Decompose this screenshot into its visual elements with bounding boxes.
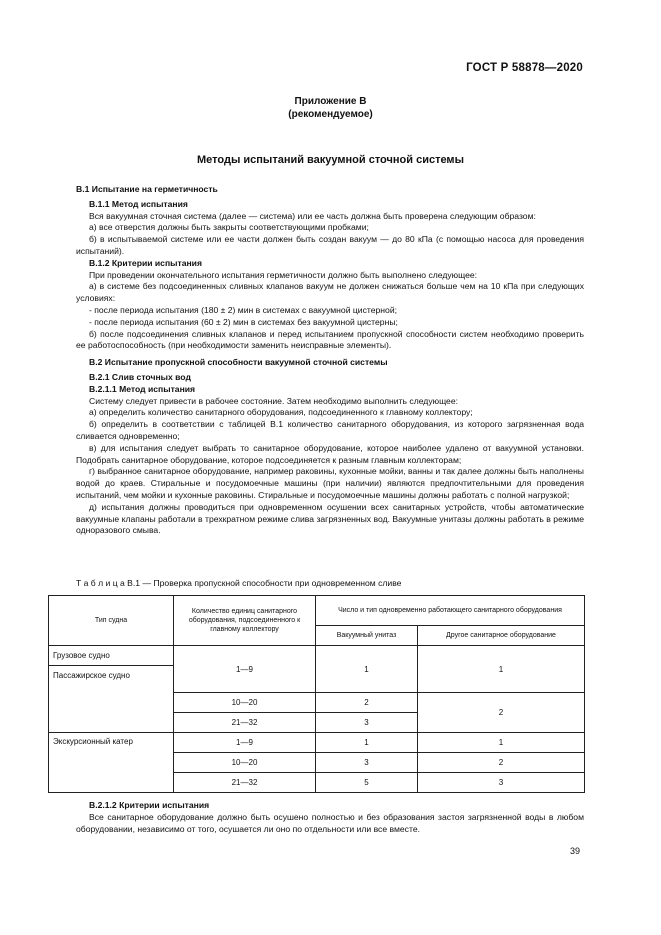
- table-caption-prefix: Т а б л и ц а В.1: [76, 578, 141, 588]
- header-ship-type: Тип судна: [49, 596, 174, 646]
- table-caption: [76, 578, 401, 588]
- list-item: г) выбранное санитарное оборудование, например раковины, кухонные мойки, ванны и так далее должны быть наполнены водой до краев. Стиральные и посудомоечные машины (при наличии) являются предпочтительными для проведения испытаний, чем мойки и кухонные раковины. Стиральные и посудомоечные машины должны работать с полной нагрузкой;: [76, 466, 584, 500]
- header-vacuum-toilet: Вакуумный унитаз: [316, 626, 418, 646]
- subsection-heading: В.1.2 Критерии испытания: [89, 257, 202, 268]
- table-cell: 10—20: [174, 753, 316, 773]
- appendix-heading: [0, 95, 661, 121]
- table-cell: 3: [316, 713, 418, 733]
- section-heading: В.2 Испытание пропускной способности вакуумной сточной системы: [89, 357, 388, 368]
- table-cell: 1: [316, 646, 418, 693]
- table-cell: 1: [418, 733, 585, 753]
- table-cell: 1—9: [174, 733, 316, 753]
- paragraph: Все санитарное оборудование должно быть осушено полностью и без образования застоя загрязненной воды в любом оборудовании, независимо от того, осушается ли оно по отдельности или все вместе.: [76, 811, 584, 834]
- paragraph: Вся вакуумная сточная система (далее — система) или ее часть должна быть проверена следующим образом:: [89, 210, 536, 221]
- body-text: [76, 184, 584, 537]
- ship-type: Грузовое судно: [49, 646, 173, 666]
- subsection-heading: В.2.1 Слив сточных вод: [89, 371, 191, 382]
- table-cell: 2: [316, 693, 418, 713]
- ship-type: Экскурсионный катер: [49, 733, 174, 793]
- list-item: а) в системе без подсоединенных сливных клапанов вакуум не должен снижаться больше чем на 10 кПа при следующих условиях:: [76, 281, 584, 304]
- subsection-heading: В.2.1.2 Критерии испытания: [89, 800, 210, 810]
- table-cell: 5: [316, 773, 418, 793]
- list-item: б) после подсоединения сливных клапанов и перед испытанием пропускной способности систем необходимо проверить ее работоспособность (при необходимости заменить неисправные элементы).: [76, 328, 584, 351]
- table-cell: 1: [418, 646, 585, 693]
- table-cell: 3: [316, 753, 418, 773]
- paragraph: Систему следует привести в рабочее состояние. Затем необходимо выполнить следующее:: [89, 395, 458, 406]
- table-cell: 10—20: [174, 693, 316, 713]
- table-caption-text: — Проверка пропускной способности при одновременном сливе: [140, 578, 402, 588]
- ship-type: Пассажирское судно: [53, 671, 130, 680]
- page-title: Методы испытаний вакуумной сточной системы: [197, 154, 464, 166]
- appendix-status: (рекомендуемое): [288, 109, 373, 120]
- list-item: б) в испытываемой системе или ее части должен быть создан вакуум — до 80 кПа (с помощью насоса для проведения испытаний).: [76, 234, 584, 256]
- list-item: а) определить количество санитарного оборудования, подсоединенного к главному коллектору;: [89, 407, 473, 418]
- ship-type-cell: [49, 646, 174, 733]
- table-cell: 1: [316, 733, 418, 753]
- table-cell: 2: [418, 753, 585, 773]
- table-cell: 21—32: [174, 773, 316, 793]
- list-item: д) испытания должны проводиться при одновременном осушении всех санитарных устройств, чтобы автоматические вакуумные клапаны работали в трехкратном режиме слива загрязненных вод. Вакуумные унитазы должны работать в режиме одноразового смыва.: [76, 501, 584, 536]
- subsection-heading: В.2.1.1 Метод испытания: [89, 383, 196, 394]
- subsection-heading: В.1.1 Метод испытания: [89, 198, 188, 209]
- capacity-table: [48, 595, 585, 793]
- standard-number: ГОСТ Р 58878—2020: [466, 62, 583, 74]
- header-unit-count: Количество единиц санитарного оборудования, подсоединенного к главному коллектору: [174, 596, 316, 646]
- paragraph: При проведении окончательного испытания герметичности должно быть выполнено следующее:: [89, 269, 478, 280]
- list-item: - после периода испытания (60 ± 2) мин в системах без вакуумной цистерны;: [89, 316, 398, 327]
- table-cell: 2: [418, 693, 585, 733]
- list-item: б) определить в соответствии с таблицей В.1 количество санитарного оборудования, из которого загрязненная вода сливается одновременно;: [76, 419, 584, 441]
- header-other-equipment: Другое санитарное оборудование: [418, 626, 585, 646]
- table-cell: 21—32: [174, 713, 316, 733]
- appendix-label: Приложение В: [294, 96, 367, 107]
- list-item: в) для испытания следует выбрать то санитарное оборудование, которое наиболее удалено от вакуумной установки. Подобрать санитарное оборудование, которое подсоединяется к разным главным коллекторам;: [76, 442, 584, 465]
- header-group: Число и тип одновременно работающего санитарного оборудования: [316, 596, 585, 626]
- table-cell: 1—9: [174, 646, 316, 693]
- section-heading: В.1 Испытание на герметичность: [76, 184, 218, 194]
- table-cell: 3: [418, 773, 585, 793]
- list-item: - после периода испытания (180 ± 2) мин в системах с вакуумной цистерной;: [89, 304, 398, 315]
- list-item: а) все отверстия должны быть закрыты соответствующими пробками;: [89, 222, 369, 233]
- criteria-text: [76, 800, 584, 835]
- page-number: 39: [570, 846, 581, 856]
